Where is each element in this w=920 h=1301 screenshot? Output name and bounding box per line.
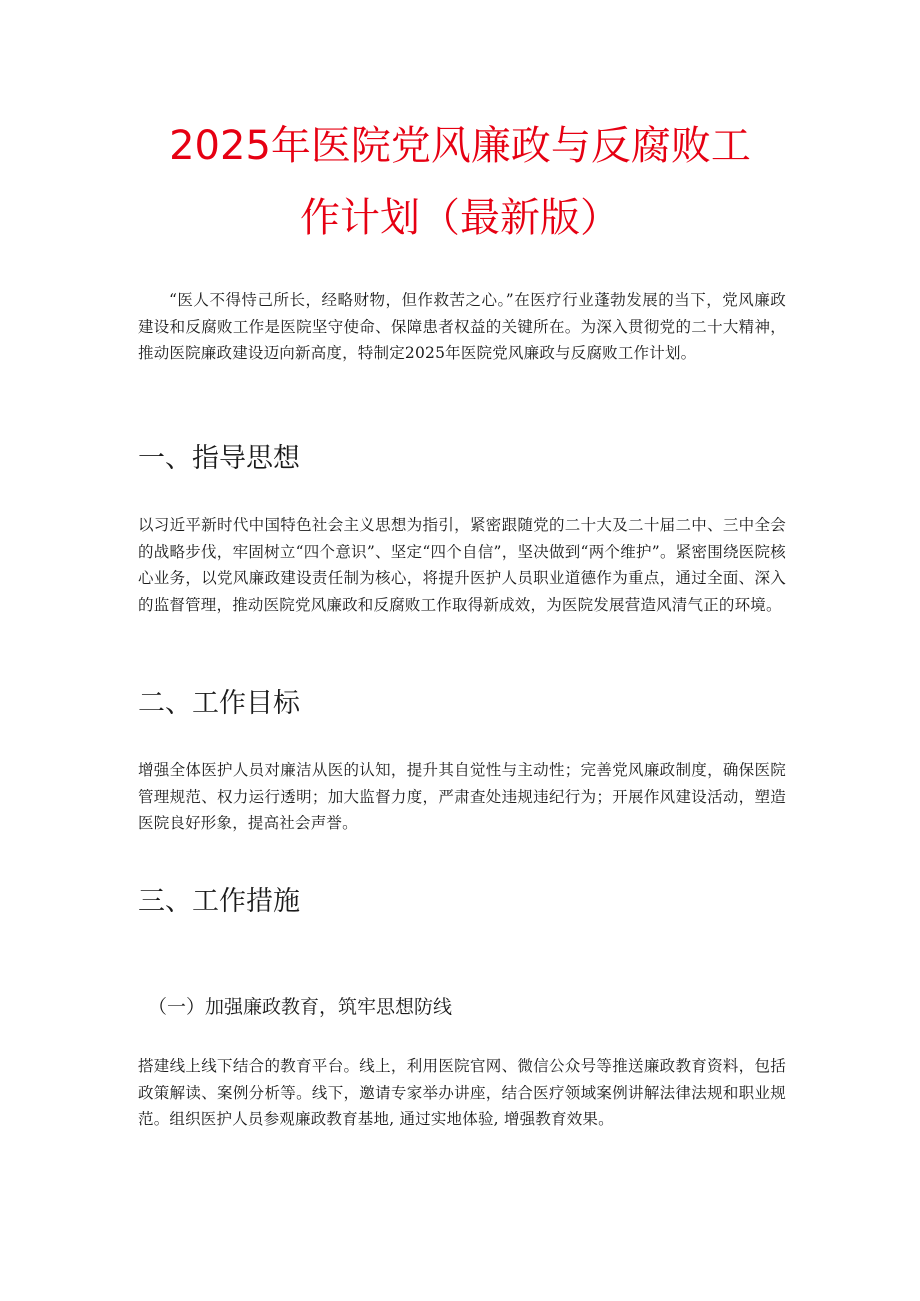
section-heading-guiding-thought: 一、指导思想	[138, 443, 300, 474]
subsection-heading-education: （一）加强廉政教育，筑牢思想防线	[148, 996, 453, 1018]
subsection-body-education: 搭建线上线下结合的教育平台。线上，利用医院官网、微信公众号等推送廉政教育资料，包括政策解读、案例分析等。线下，邀请专家举办讲座，结合医疗领域案例讲解法律法规和职业规范。组织医护人员参观廉政教育基地, 通过实地体验, 增强教育效果。	[138, 1057, 786, 1128]
title-line-2: 作计划（最新版）	[300, 195, 620, 241]
section-body-work-goals: 增强全体医护人员对廉洁从医的认知，提升其自觉性与主动性；完善党风廉政制度，确保医院管理规范、权力运行透明；加大监督力度，严肃查处违规违纪行为；开展作风建设活动，塑造医院良好形象，提高社会声誉。	[138, 761, 786, 832]
section-body-guiding-thought: 以习近平新时代中国特色社会主义思想为指引，紧密跟随党的二十大及二十届二中、三中全会的战略步伐，牢固树立“四个意识”、坚定“四个自信”，坚决做到“两个维护”。紧密围绕医院核心业务，以党风廉政建设责任制为核心，将提升医护人员职业道德作为重点，通过全面、深入的监督管理，推动医院党风廉政和反腐败工作取得新成效，为医院发展营造风清气正的环境。	[138, 516, 786, 614]
title-line-1: 2025年医院党风廉政与反腐败工	[169, 123, 751, 169]
document-title	[120, 110, 800, 254]
section-heading-work-goals: 二、工作目标	[138, 688, 300, 719]
section-heading-work-measures: 三、工作措施	[138, 886, 300, 917]
intro-paragraph: “医人不得恃己所长，经略财物，但作救苦之心。”在医疗行业蓬勃发展的当下，党风廉政建设和反腐败工作是医院坚守使命、保障患者权益的关键所在。为深入贯彻党的二十大精神，推动医院廉政建设迈向新高度，特制定2025年医院党风廉政与反腐败工作计划。	[138, 291, 786, 362]
